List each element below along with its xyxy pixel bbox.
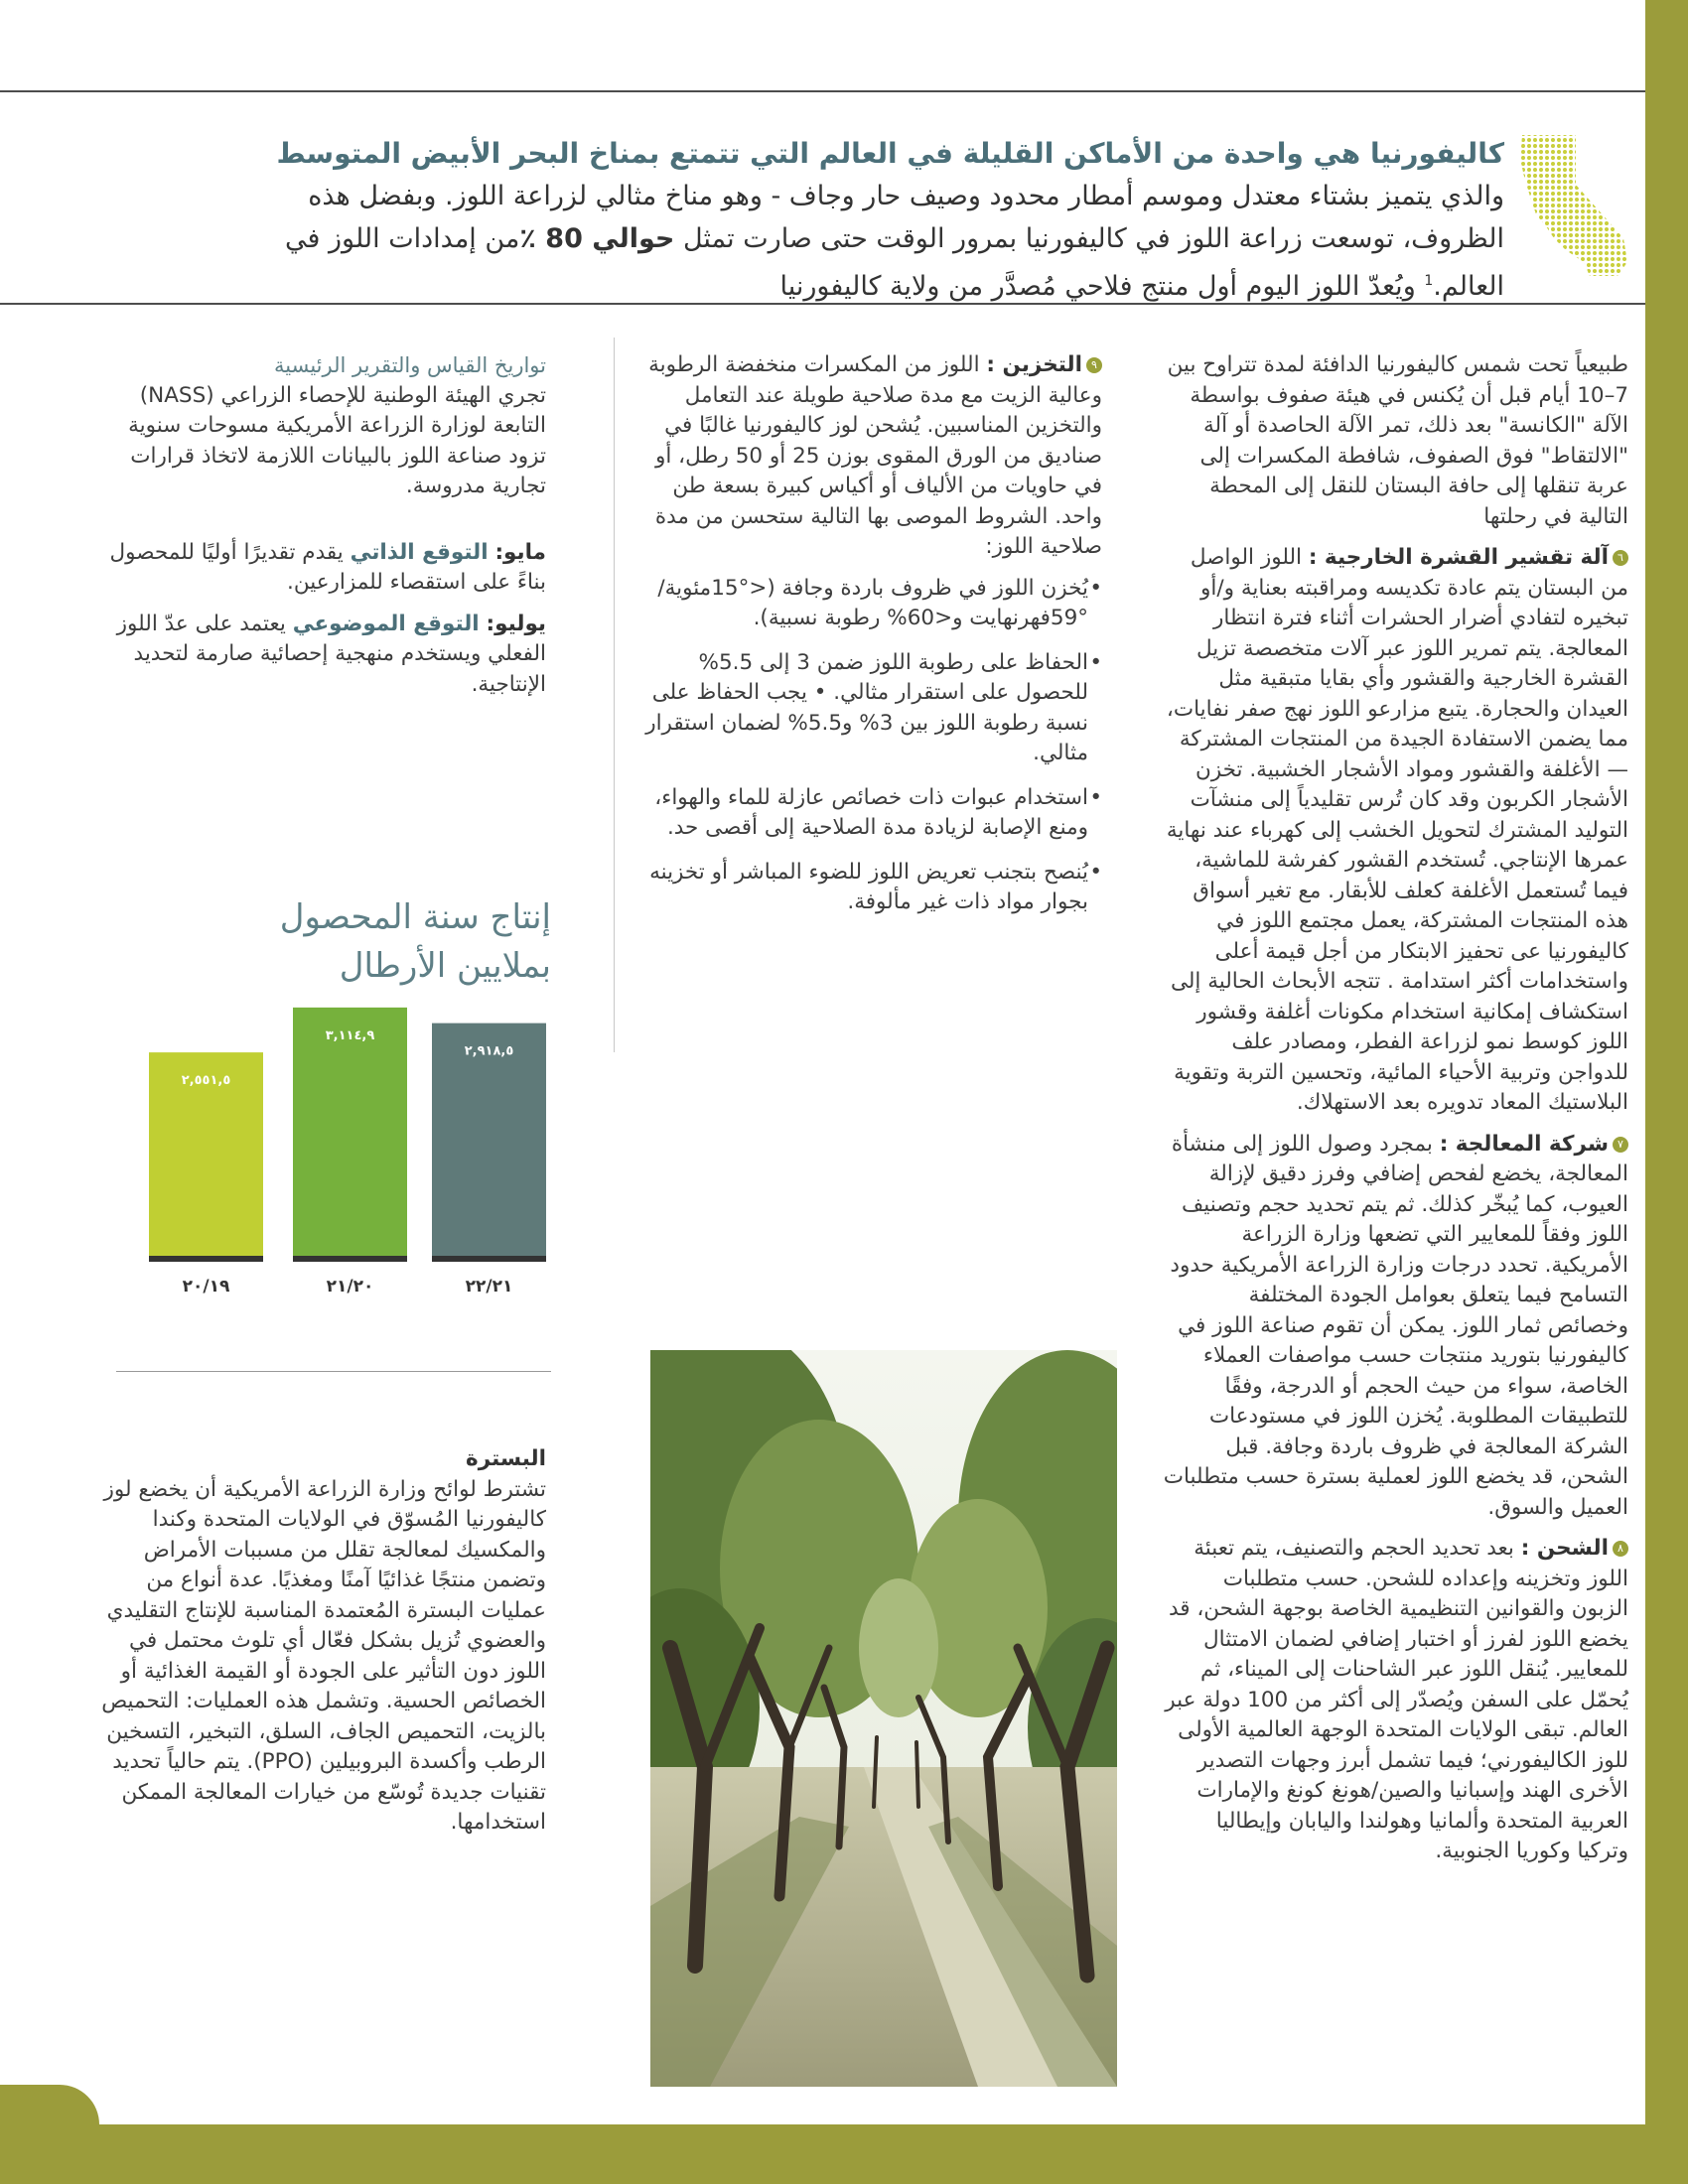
- column-middle: [635, 350, 1102, 932]
- category-label: ٢٢/٢١: [465, 1277, 513, 1297]
- storage-list: [635, 574, 1102, 918]
- decorative-bottom-bar: [0, 2124, 1688, 2184]
- category-label: ٢٠/١٩: [182, 1277, 230, 1297]
- section-hulling: [1162, 543, 1628, 1119]
- section-title: التخزين :: [986, 352, 1082, 377]
- california-map-icon: [1514, 131, 1633, 280]
- intro-text: والذي يتميز بشتاء معتدل وموسم أمطار محدود وصيف حار وجاف - وهو مناخ مثالي لزراعة اللوز. وبفضل هذه الظروف، توسعت زراعة اللوز في كاليفورنيا بمرور الوقت حتى صارت تمثل: [308, 181, 1504, 254]
- chart-title: [199, 893, 551, 991]
- bar-baseline: [149, 1256, 263, 1262]
- top-rule: [0, 90, 1645, 92]
- category-label: ٢١/٢٠: [326, 1277, 374, 1297]
- forecast-term: التوقع الذاتي: [350, 539, 489, 565]
- intro-text: ويُعدّ اللوز اليوم أول منتج فلاحي مُصدَّر من ولاية كاليفورنيا: [779, 271, 1425, 302]
- paragraph: تشترط لوائح وزارة الزراعة الأمريكية أن يخضع لوز كاليفورنيا المُسوّق في الولايات المتحدة وكندا والمكسيك لمعالجة تقلل من مسببات الأمراض وتضمن منتجًا غذائيًا آمنًا ومغذيًا. عدة أنواع من عمليات البسترة المُعتمدة المناسبة للإنتاج التقليدي والعضوي تُزيل بشكل فعّال أي تلوث محتمل في اللوز دون التأثير على الجودة أو القيمة الغذائية أو الخصائص الحسية. وتشمل هذه العمليات: التحميص بالزيت، التحميص الجاف، السلق، التبخير، التسخين الرطب وأكسدة البروبيلين (PPO). يتم حالياً تحديد تقنيات جديدة تُوسّع من خيارات المعالجة الممكن استخدامها.: [101, 1476, 546, 1835]
- pasteurization-box: [99, 1444, 546, 1849]
- data-label: ٢,٥٥١,٥: [181, 1073, 231, 1089]
- forecast-text: يقدم تقديرًا أوليًا للمحصول بناءً على استقصاء للمزارعين.: [109, 539, 546, 595]
- column-divider: [614, 338, 615, 1052]
- chart-title-line: إنتاج سنة المحصول: [279, 897, 551, 937]
- may-forecast: [109, 538, 546, 599]
- month-label: مايو:: [494, 539, 546, 565]
- section-title: البسترة: [466, 1446, 546, 1471]
- footnote-marker: 1: [1424, 273, 1434, 289]
- list-item: • يُخزن اللوز في ظروف باردة وجافة (<°15مئوية/°59فهرنهايت و<60% رطوبة نسبية).: [635, 574, 1102, 634]
- forecast-term: التوقع الموضوعي: [292, 611, 480, 636]
- step-number-badge: ٦: [1613, 550, 1628, 566]
- section-text: اللوز من المكسرات منخفضة الرطوبة وعالية الزيت مع مدة صلاحية طويلة عند التعامل والتخزين المناسبين. يُشحن لوز كاليفورنيا غالبًا في صناديق من الورق المقوى بوزن 25 أو 50 رطل، أو في حاويات من الألياف أو أكياس كبيرة بسعة طن واحد. الشروط الموصى بها التالية ستحسن من مدة صلاحية اللوز:: [648, 352, 1102, 559]
- data-label: ٢,٩١٨,٥: [464, 1043, 514, 1059]
- sidebar-rule: [116, 1371, 551, 1372]
- section-shipping: [1162, 1534, 1628, 1867]
- section-text: بمجرد وصول اللوز إلى منشأة المعالجة، يخضع لفحص إضافي وفرز دقيق لإزالة العيوب، كما يُبخّر كذلك. ثم يتم تحديد حجم وتصنيف اللوز وفقاً للمعايير التي تضعها وزارة الزراعة الأمريكية. تحدد درجات وزارة الزراعة الأمريكية حدود التسامح فيما يتعلق بعوامل الجودة المختلفة وخصائص ثمار اللوز. يمكن أن تقوم صناعة اللوز في كاليفورنيا بتوريد منتجات حسب مواصفات العملاء الخاصة، سواء من حيث الحجم أو الدرجة، وفقًا للتطبيقات المطلوبة. يُخزن اللوز في مستودعات الشركة المعالجة في ظروف باردة وجافة. قبل الشحن، قد يخضع اللوز لعملية بسترة حسب متطلبات العميل والسوق.: [1163, 1131, 1628, 1520]
- intro-title: كاليفورنيا هي واحدة من الأماكن القليلة في العالم التي تتمتع بمناخ البحر الأبيض المتوسط: [276, 137, 1504, 170]
- production-bar-chart: [139, 993, 556, 1310]
- paragraph: تجري الهيئة الوطنية للإحصاء الزراعي (NASS) التابعة لوزارة الزراعة الأمريكية مسوحات سنوية تزود صناعة اللوز بالبيانات اللازمة لاتخاذ قرارات تجارية مدروسة.: [128, 382, 546, 498]
- section-title: الشحن :: [1520, 1536, 1609, 1561]
- list-item: • استخدام عبوات ذات خصائص عازلة للماء والهواء، ومنع الإصابة لزيادة مدة الصلاحية إلى أقصى حد.: [635, 783, 1102, 844]
- chart-title-line: بملايين الأرطال: [339, 946, 551, 986]
- list-item: • الحفاظ على رطوبة اللوز ضمن 3 إلى 5.5% للحصول على استقرار مثالي. • يجب الحفاظ على نسبة رطوبة اللوز بين 3% و5.5% لضمان استقرار مثالي.: [635, 648, 1102, 769]
- column-right: [1162, 350, 1628, 1878]
- step-number-badge: ٧: [1613, 1137, 1628, 1153]
- intro-block: [238, 133, 1504, 308]
- section-text: بعد تحديد الحجم والتصنيف، يتم تعبئة اللوز وتخزينه وإعداده للشحن. حسب متطلبات الزبون والقوانين التنظيمية الخاصة بوجهة الشحن، قد يخضع اللوز لفرز أو اختبار إضافي لضمان الامتثال للمعايير. يُنقل اللوز عبر الشاحنات إلى الميناء، ثم يُحمّل على السفن ويُصدّر إلى أكثر من 100 دولة عبر العالم. تبقى الولايات المتحدة الوجهة العالمية الأولى للوز الكاليفورني؛ فيما تشمل أبرز وجهات التصدير الأخرى الهند وإسبانيا والصين/هونغ كونغ والإمارات العربية المتحدة وألمانيا وهولندا واليابان وإيطاليا وتركيا وكوريا الجنوبية.: [1165, 1536, 1628, 1863]
- decorative-side-bar: [1645, 0, 1688, 2184]
- july-forecast: [109, 610, 546, 701]
- bar-baseline: [293, 1256, 407, 1262]
- bar-baseline: [432, 1256, 546, 1262]
- sidebar-heading: تواريخ القياس والتقرير الرئيسية: [273, 353, 546, 377]
- intro-highlight: حوالي 80 ٪: [519, 223, 675, 254]
- list-item: • يُنصح بتجنب تعريض اللوز للضوء المباشر أو تخزينه بجوار مواد ذات غير مألوفة.: [635, 858, 1102, 918]
- step-number-badge: ٨: [1613, 1541, 1628, 1557]
- section-title: شركة المعالجة :: [1439, 1131, 1609, 1157]
- data-label: ٣,١١٤,٩: [325, 1027, 375, 1043]
- intro-text: من إمدادات اللوز في العالم.: [284, 223, 1504, 302]
- bar-1: [293, 1008, 407, 1256]
- almond-orchard-photo: [650, 1350, 1117, 2087]
- section-title: آلة تقشير القشرة الخارجية :: [1308, 545, 1609, 570]
- section-text: اللوز الواصل من البستان يتم عادة تكديسه ومراقبته بعناية و/أو تبخيره لتفادي أضرار الحشرات أثناء فترة انتظار المعالجة. يتم تمرير اللوز عبر آلات متخصصة تزيل القشرة الخارجية والقشور وأي بقايا متبقية مثل العيدان والحجارة. يتبع مزارعو اللوز نهج صفر نفايات، مما يضمن الاستفادة الجيدة من المنتجات المشتركة— الأغلفة والقشور ومواد الأشجار الخشبية. تخزن الأشجار الكربون وقد كان تُرس تقليدياً إلى منشآت التوليد المشترك لتحويل الخشب إلى كهرباء عند نهاية عمرها الإنتاجي. تُستخدم القشور كفرشة للماشية، فيما تُستعمل الأغلفة كعلف للأبقار. مع تغير أسواق هذه المنتجات المشتركة، يعمل مجتمع اللوز في كاليفورنيا عى تحفيز الابتكار من أجل قيمة أعلى واستخدامات أكثر استدامة . تتجه الأبحاث الحالية إلى استكشاف إمكانية استخدام مكونات أغلفة وقشور اللوز كوسط نمو لزراعة الفطر، ومصادر علف للدواجن وتربية الأحياء المائية، وتحسين التربة وتقوية البلاستيك المعاد تدويره بعد الاستهلاك.: [1166, 545, 1628, 1115]
- intro-body: [238, 175, 1504, 308]
- forecast-text: يعتمد على عدّ اللوز الفعلي ويستخدم منهجية إحصائية صارمة لتحديد الإنتاجية.: [116, 611, 546, 697]
- month-label: يوليو:: [486, 611, 546, 636]
- section-storage: [635, 350, 1102, 563]
- step-number-badge: ٩: [1086, 357, 1102, 373]
- section-processing: [1162, 1130, 1628, 1524]
- column-left: [109, 350, 546, 711]
- paragraph: طبيعياً تحت شمس كاليفورنيا الدافئة لمدة تتراوح بين 7–10 أيام قبل أن يُكنس في هيئة صفوف بواسطة الآلة "الكانسة" بعد ذلك، تمر الآلة الحاصدة أو آلة "الالتقاط" فوق الصفوف، شافطة المكسرات إلى عربة تنقلها إلى حافة البستان للنقل إلى المحطة التالية في رحلتها: [1167, 352, 1628, 529]
